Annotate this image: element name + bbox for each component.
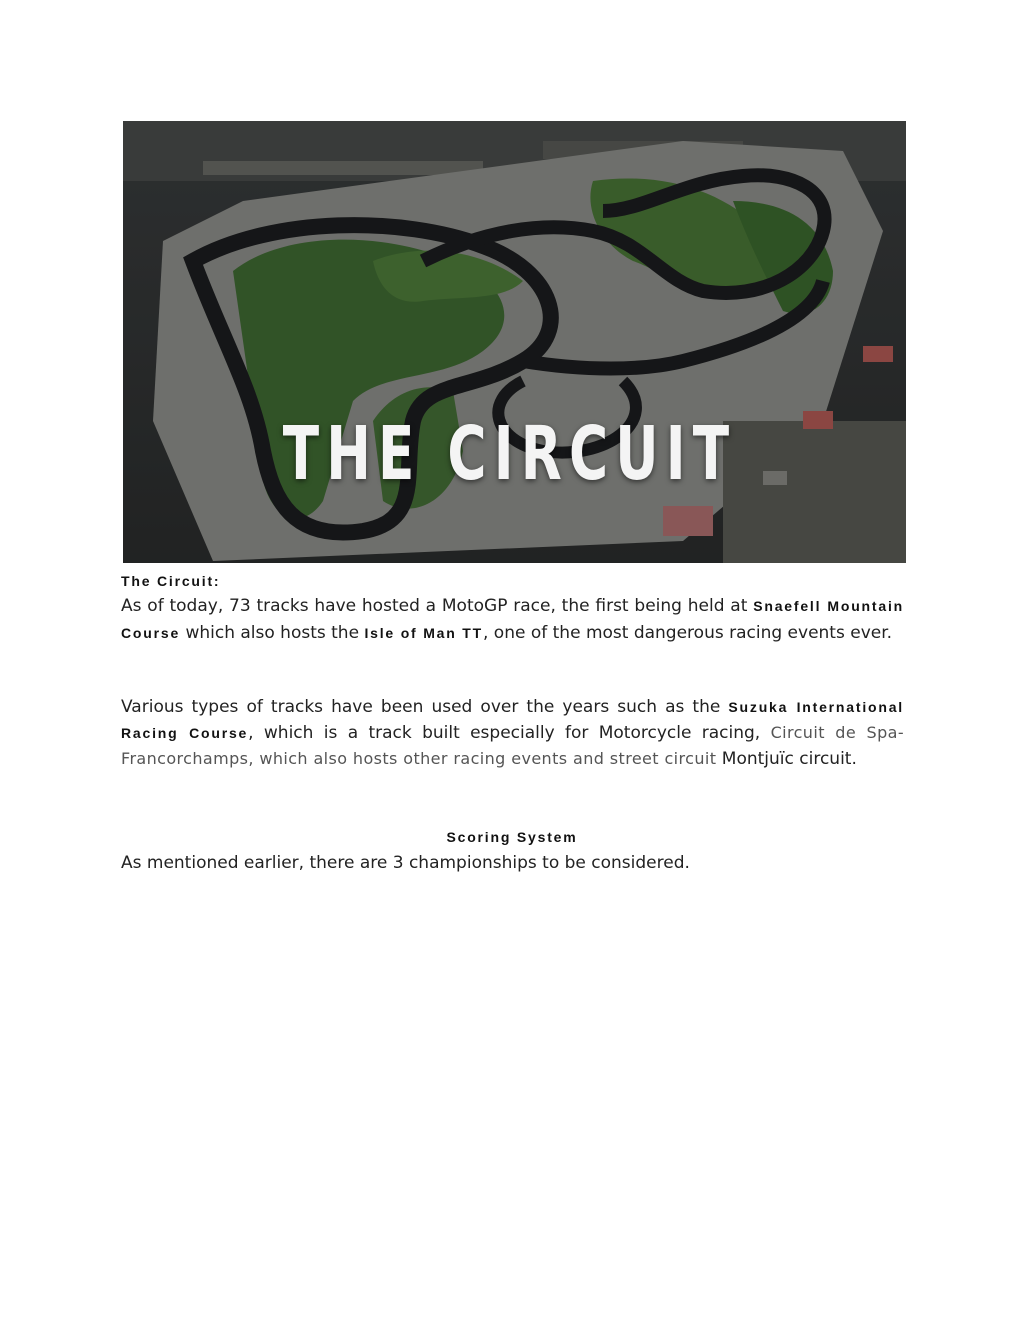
p1-bold-isle-of-man: Isle of Man TT xyxy=(364,625,483,641)
circuit-paragraph-2 xyxy=(121,695,904,772)
circuit-paragraph-1 xyxy=(121,593,904,647)
scoring-system-heading: Scoring System xyxy=(446,829,578,845)
p1-text-3: , one of the most dangerous racing events ever. xyxy=(483,623,893,643)
scoring-paragraph: As mentioned earlier, there are 3 championships to be considered. xyxy=(121,853,690,873)
circuit-heading: The Circuit: xyxy=(121,573,221,589)
p2-text-1: Various types of tracks have been used over the years such as the xyxy=(121,697,729,717)
circuit-hero-image xyxy=(123,121,906,563)
p2-text-4: Montjuïc circuit. xyxy=(716,749,857,769)
p1-text-2: which also hosts the xyxy=(180,623,365,643)
p2-bold-suzuka: Suzuka International Racing Course xyxy=(121,699,904,741)
p2-text-2: , which is a track built especially for Motorcycle racing, xyxy=(248,723,771,743)
p1-text-1: As of today, 73 tracks have hosted a MotoGP race, the first being held at xyxy=(121,596,754,616)
p2-text-3: Circuit de Spa-Francorchamps, which also hosts other racing events and street circuit xyxy=(121,723,905,768)
p1-bold-snaefell: Snaefell Mountain Course xyxy=(121,598,904,641)
hero-title: THE CIRCUIT xyxy=(282,411,737,497)
